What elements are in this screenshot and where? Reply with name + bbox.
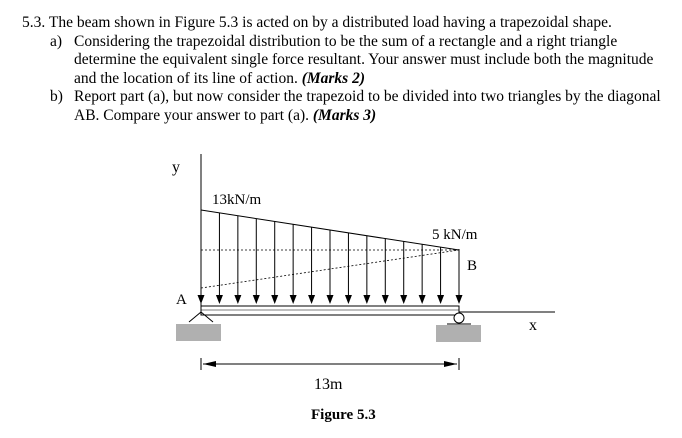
pin-support <box>176 312 221 341</box>
load-arrow-head <box>308 295 315 304</box>
point-b-label: B <box>467 258 478 274</box>
load-arrows <box>198 210 463 304</box>
right-load-label: 5 kN/m <box>432 227 478 243</box>
load-arrow-head <box>216 295 223 304</box>
load-arrow-head <box>253 295 260 304</box>
load-arrow-head <box>234 295 241 304</box>
part-b-marks: (Marks 3) <box>312 106 377 124</box>
load-arrow-head <box>290 295 297 304</box>
part-a-line: determine the equivalent single force resultant. Your answer must include both the magnitude <box>74 51 654 68</box>
load-arrow-head <box>437 295 444 304</box>
part-b-letter: b) <box>50 88 63 105</box>
roller-support <box>436 313 481 342</box>
load-arrow-head <box>271 295 278 304</box>
y-axis-label: y <box>172 159 180 176</box>
load-arrow-head <box>345 295 352 304</box>
part-a-letter: a) <box>50 32 63 50</box>
problem-intro-text: The beam shown in Figure 5.3 is acted on by a distributed load having a trapezoidal shape. <box>48 14 612 31</box>
point-a-label: A <box>176 292 187 308</box>
beam <box>201 306 459 315</box>
load-arrow-head <box>382 295 389 304</box>
load-arrow-head <box>327 295 334 304</box>
load-arrow-head <box>419 295 426 304</box>
part-a-line-text: and the location of its line of action. <box>74 69 298 87</box>
load-arrow-head <box>363 295 370 304</box>
load-arrow-head <box>456 295 463 304</box>
problem-number: 5.3. <box>22 14 46 31</box>
span-label: 13m <box>314 376 343 393</box>
part-b-line-text: AB. Compare your answer to part (a). <box>74 106 310 124</box>
x-axis-label: x <box>529 317 537 334</box>
left-load-label: 13kN/m <box>212 192 262 208</box>
load-arrow-head <box>198 295 205 304</box>
part-b-line: Report part (a), but now consider the trapezoid to be divided into two triangles by the diagonal <box>74 88 661 105</box>
part-a-line: Considering the trapezoidal distribution to be the sum of a rectangle and a right triangle <box>74 32 618 50</box>
load-arrow-head <box>400 295 407 304</box>
span-dimension <box>201 358 459 370</box>
part-a-marks: (Marks 2) <box>301 69 365 87</box>
figure-caption: Figure 5.3 <box>311 407 376 423</box>
